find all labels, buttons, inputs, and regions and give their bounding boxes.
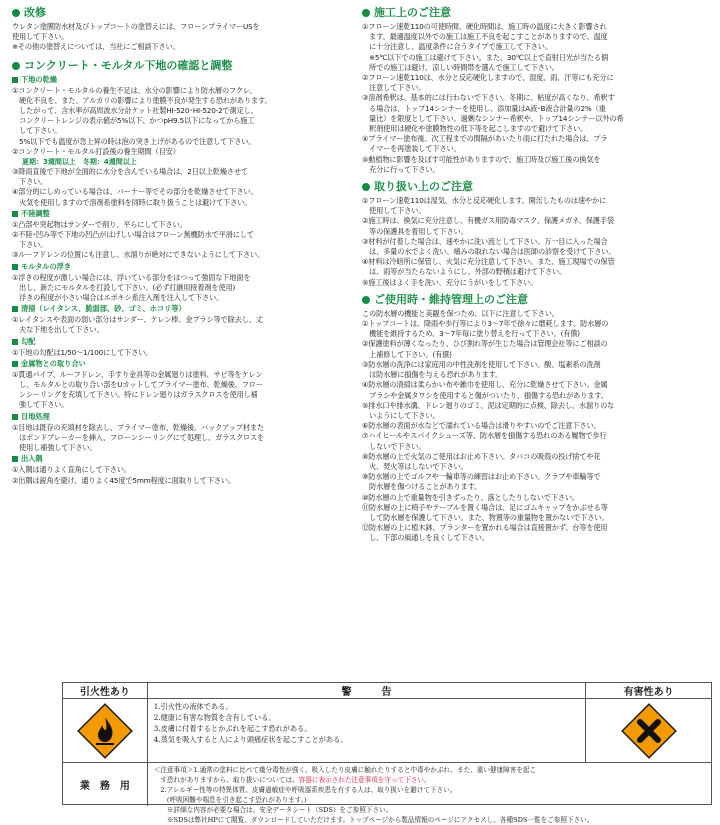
subheading-corners: 出入隅 xyxy=(12,454,350,464)
warning-hazard-list: 1.引火性の液体である。 2.健康に有害な物質を含有している。 3.皮膚に付着するとかぶれを起こす恐れがある。 4.蒸気を吸入すると人により頭痛症状を起こすことがある。 xyxy=(148,699,587,762)
square-bullet-icon xyxy=(12,211,18,217)
joint-text: ①目地は既存の充填材を除去し、プライマー塗布、乾燥後、バックアップ材また はボンドブレーカーを挿入、フローンシーリングにて処理し、ガラスクロスを 使用し補強して下さい。 xyxy=(12,422,265,453)
subheading-leveling: 不陸調整 xyxy=(12,209,350,219)
section-heading-substrate: コンクリート・モルタル下地の確認と調整 xyxy=(12,59,350,73)
square-bullet-icon xyxy=(12,456,18,462)
notice-pre: ＜注意事項＞1.通常の塗料に比べて幾分毒性が強く、吸入したり皮膚に触れたりすると中毒やかぶれ、また、重い健康障害を起こ す恐れがありますから、取り扱いについては、 xyxy=(153,766,537,784)
square-bullet-icon xyxy=(12,361,18,367)
bullet-icon xyxy=(362,183,370,191)
leveling-text: ①凸部や突起物はサンダーで削り、平らにして下さい。 ②不陸･凹み等で下地の凹凸がはげしい場合はフローン無機防水で平滑にして 下さい。 ③ルーフドレンの位置にも注意し、水溜りが絶対にできないようにして下さい。 xyxy=(12,219,265,260)
square-bullet-icon xyxy=(12,414,18,420)
metal-text: ①貫通パイプ、ルーフドレン、手すり金具等の金属廻りは塗料、サビ等をケレン し、モルタルとの取り合い部をUカットしてプライマー塗布、乾燥後、フロー ンシーリングを充填して下さい。特にドレン廻りはガラスクロスを使用し補 強して下さい。 xyxy=(12,369,263,410)
subheading-slope: 勾配 xyxy=(12,337,350,347)
square-bullet-icon xyxy=(12,339,18,345)
warning-body-row xyxy=(63,699,711,763)
bullet-icon xyxy=(362,296,370,304)
drying-text-2: ③降雨直後で下地が全面的に水分を含んでいる場合は、2日以上乾燥させて 下さい。 ④部分的にしめっている場合は、バーナー等でその部分を乾燥させて下さい。 火気を使用しますので溶剤系塗料を同時に取り扱うことは避けて下さい。 xyxy=(12,167,258,207)
maintenance-text: この防水層の機能と美観を保つため、以下に注意して下さい。 ①トップコートは、降雨や歩行等により3～7年で徐々に磨耗します。防水層の 機能を維持するため、3～7年毎に塗り替えを行って下さい。(有償) ②保護塗料が薄くなったり、ひび割れ等が生じた場合は管理会社等にご相談の 上補修して下さい。(有償) ③防水層の洗浄には家庭用の中性洗剤を使用して下さい。酸、塩素系の洗剤 は防水層に損傷を与える恐れがあります。 ④防水層の清掃は柔らかい布や雑巾を使用し、充分に乾燥させて下さい。金属 ブラシや金属タワシを使用すると傷がついたり、損傷する恐れがあります。 ⑤排水口や排水溝、ドレン廻りのゴミ、泥は定期的に点検、除去し、水溜りのな いようにして下さい。 ⑥防水層の表面が水などで濡れている場合は滑りやすいのでご注意下さい。 ⑦ハイヒールやスパイクシューズ等、防水層を損傷する恐れのある履物で歩行 しないで下さい。 ⑧防水層の上で火気のご使用はお止め下さい。タバコの吸殻の投げ捨てや花 火、焚火等はしないで下さい。 ⑨防水層の上でゴルフや一輪車等の練習はお止め下さい。クラブや車輪等で 防水層を傷つけることがあります。 ⑩防水層の上で重量物を引きずったり、落としたりしないで下さい。 ⑪防水層の上に椅子やテーブルを置く場合は、足にゴムキャップをかぶせる等 して防水層を保護して下さい。また、物置等の重量物を置かないで下さい。 ⑫防水層の上に植木鉢、プランターを置かれる場合は直接置かず、台等を使用 し、下部の風通しを良くして下さい。 xyxy=(362,308,615,543)
warning-title: 警 告 xyxy=(148,683,587,698)
slope-text: ①下地の勾配は1/50～1/100にして下さい。 xyxy=(12,347,153,357)
harmful-x-icon xyxy=(586,699,711,762)
warning-header-row xyxy=(63,683,711,699)
subheading-joint: 目地処理 xyxy=(12,412,350,422)
square-bullet-icon xyxy=(12,306,18,312)
subheading-drying: 下地の乾燥 xyxy=(12,75,350,85)
flammable-label: 引火性あり xyxy=(63,683,148,698)
construction-text: ①フローン速乾110の可使時間、硬化時間は、施工時の温度に大きく影響され ます。最適温度以外での施工は施工不良を起こすことがありますので、温度 に十分注意し、温度条件に合うタイプで施工して下さい。 ※5℃以下での施工は避けて下さい。また、30℃以上で直射日光が当たる個 所での施工は避け、涼しい時間帯を選んで施工して下さい。 ②フローン速乾110は、水分と反応硬化しますので、湿度、雨、汗等にも充分に 注意して下さい。 ③溶剤希釈は、基本的には行わないで下さい。冬期に、粘度が高くなり、希釈す る場合は、トップ14シンナーを使用し、添加量はA液･B液合計量の2%（重 量比）を限度として下さい。過剰なシンナー希釈や、トップ14シンナー以外の希 釈剤使用は硬化や塗膜物性の低下等を起こしますので避けて下さい。 ④プライマー塗布後、次工程までの間隔があいたり雨に打たれた場合は、プラ イマーを再塗装して下さい。 ⑤動植物に影響を及ぼす可能性がありますので、施工時及び施工後の換気を 充分に行って下さい。 xyxy=(362,22,624,174)
renovation-text: ウレタン塗膜防水材及びトップコートの塗替えには、フローンプライマーUSを 使用して下さい。 ※その他の塗替えについては、当社にご相談下さい。 xyxy=(12,22,260,52)
left-column xyxy=(12,6,350,486)
harmful-label: 有害性あり xyxy=(623,687,674,698)
corners-text: ①入隅は通りよく直角にして下さい。 ②出隅は鋭角を避け、通りよく45度で5mm程度に面取りして下さい。 xyxy=(12,465,235,485)
handling-text: ①フローン速乾110は湿気、水分と反応硬化します。開缶したものは速やかに 使用して下さい。 ②施工時は、換気に充分注意し、有機ガス用防毒マスク、保護メガネ、保護手袋 等の保護具を着用して下さい。 ③材料が付着した場合は、速やかに洗い流として下さい。万一目に入った場合 は、多量の水でよく洗い、痛みの取れない場合は医師の診察を受けて下さい。 ④材料は冷暗所に保管し、火気に充分注意して下さい。また、施工現場での保管 は、雨等が当たらないようにし、外部の野積は避けて下さい。 ⑤施工後はよく手を洗い、充分にうがいをして下さい。 xyxy=(362,196,616,287)
cleaning-text: ①レイタンスや表面の弱い部分はサンダー、ケレン棒、金ブラシ等で除去し、丈 夫な下地を出して下さい。 xyxy=(12,315,263,335)
square-bullet-icon xyxy=(12,264,18,270)
bullet-icon xyxy=(12,62,20,70)
bullet-icon xyxy=(12,9,20,17)
subheading-metal: 金属物との取り合い xyxy=(12,359,350,369)
square-bullet-icon xyxy=(12,77,18,83)
subheading-cleaning: 清掃（レイタンス、脆弱部、砂、ゴミ、ホコリ等） xyxy=(12,304,350,314)
notice-red: 容器に表示された注意事項を守って下さい。 xyxy=(298,776,431,784)
notice-text xyxy=(148,763,711,824)
warning-box xyxy=(62,682,712,824)
drying-text: ①コンクリート・モルタルの養生不足は、水分の影響により防水層のフクレ、 硬化不良を、また、アルカリの影響により塗膜不良が発生する恐れがあります。 したがって、含水率が高周波水分計ケット社製HI-520･HI-520-2で測定し、 コンクリートレンジの表示値が5%以下、かつpH9.5以下になってから施工 して下さい。 5%以下でも温度が急上昇の時は泡の突き上げがあるので注意して下さい。 ②コンクリート・モルタル打設後の養生期間（目安） xyxy=(12,85,272,156)
flame-icon xyxy=(63,699,148,762)
business-use-label: 業 務 用 xyxy=(63,763,148,806)
section-heading-construction: 施工上のご注意 xyxy=(362,6,712,20)
section-heading-maintenance: ご使用時・維持管理上のご注意 xyxy=(362,293,712,307)
section-heading-renovation: 改修 xyxy=(12,6,350,20)
warning-notice-row xyxy=(63,763,711,824)
section-heading-handling: 取り扱い上のご注意 xyxy=(362,180,712,194)
notice-post: 2.アレルギー性等の特異体質、皮膚過敏症や呼吸器系疾患を有する人は、取り扱いを避けて下さい。 (呼吸困難や喘息を引き起こす恐れがあります。) ※詳細な内容が必要な場合は、安全データシート（SDS）をご参照下さい。 ※SDSは弊社HPにて閲覧、ダウンロードしていただけます。トップページから製品情報のページにアクセスし、各種SDS一覧をご参照下さい。 xyxy=(160,786,594,824)
bullet-icon xyxy=(362,9,370,17)
curing-period: 夏期：3週間以上 冬期：4週間以上 xyxy=(22,158,137,167)
mortar-float-text: ①浮きの程度が激しい場合には、浮いている部分をはつって強固な下地面を 出し、新たにモルタルを打設して下さい。(必ず打継用接着剤を使用) 浮きの程度が小さい場合はエポキシ系注入剤を注入して下さい。 xyxy=(12,272,251,303)
right-column xyxy=(362,6,712,544)
subheading-mortar-float: モルタルの浮き xyxy=(12,262,350,272)
